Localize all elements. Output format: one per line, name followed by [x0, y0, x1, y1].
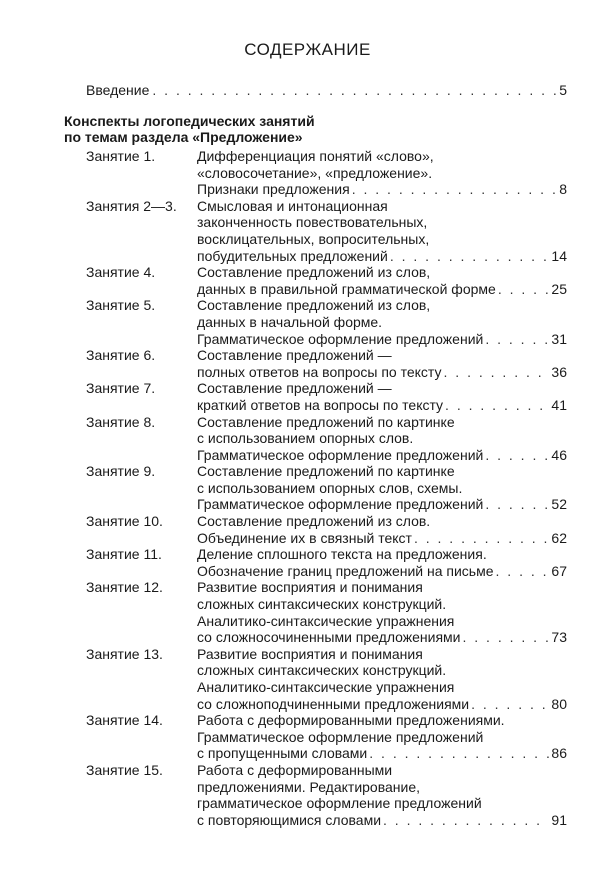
dot-leader	[390, 248, 550, 265]
dot-leader	[471, 696, 549, 713]
lesson-title-line: Составление предложений из слов,	[197, 297, 431, 314]
lesson-title-last-line	[197, 629, 567, 646]
section-heading	[64, 113, 315, 145]
lesson-label: Занятие 6.	[86, 347, 156, 364]
lesson-title-last-line	[197, 364, 567, 381]
lesson-title	[197, 198, 567, 264]
toc-page-number: 36	[551, 363, 567, 380]
lesson-title-last-line	[197, 281, 567, 298]
lesson-title-last-line	[197, 563, 567, 580]
toc-page-number: 86	[551, 745, 567, 762]
toc-entry-lesson[interactable]	[0, 297, 615, 347]
lesson-title-line: Составление предложений —	[197, 380, 392, 397]
lesson-title-line: Составление предложений из слов,	[197, 264, 431, 281]
lesson-title-line: побудительных предложений	[197, 247, 388, 264]
toc-page-number: 80	[551, 695, 567, 712]
lesson-title-line: Составление предложений из слов.	[197, 513, 431, 530]
dot-leader	[414, 530, 549, 547]
lesson-title-line: Развитие восприятия и понимания	[197, 645, 423, 662]
lesson-title-line: Составление предложений —	[197, 347, 392, 364]
toc-entry-lesson[interactable]	[0, 513, 615, 546]
lesson-title-line: Смысловая и интонационная	[197, 197, 388, 214]
lesson-title-line: Работа с деформированными	[197, 761, 393, 778]
toc-entry-lesson[interactable]	[0, 347, 615, 380]
lesson-title-line: с повторяющимися словами	[197, 811, 382, 828]
lesson-label: Занятия 2—3.	[86, 197, 177, 214]
lesson-title-line: предложениями. Редактирование,	[197, 778, 421, 795]
toc-entry-lesson[interactable]	[0, 463, 615, 513]
lesson-label: Занятие 5.	[86, 297, 156, 314]
lesson-title-line: Грамматическое оформление предложений	[197, 496, 484, 513]
lesson-title-line: Объединение их в связный текст	[197, 529, 412, 546]
lesson-title	[197, 297, 567, 347]
toc-page-number: 8	[559, 181, 567, 198]
toc-page-number: 31	[551, 330, 567, 347]
lesson-title	[197, 579, 567, 645]
lesson-title-line: Признаки предложения	[197, 181, 350, 198]
dot-leader	[445, 397, 549, 414]
toc-entry-lesson[interactable]	[0, 762, 615, 828]
toc-entry-label: Введение	[86, 82, 150, 98]
toc-entry-lesson[interactable]	[0, 579, 615, 645]
lesson-label: Занятие 4.	[86, 264, 156, 281]
toc-page-number: 46	[551, 446, 567, 463]
lesson-title-line: «словосочетание», «предложение».	[197, 164, 433, 181]
lesson-title-line: полных ответов на вопросы по тексту	[197, 363, 442, 380]
section-heading-line: по темам раздела «Предложение»	[64, 129, 303, 145]
lesson-label: Занятие 9.	[86, 463, 156, 480]
lesson-title-last-line	[197, 496, 567, 513]
toc-entry-lesson[interactable]	[0, 148, 615, 198]
lesson-title-line: Грамматическое оформление предложений	[197, 330, 484, 347]
lesson-title-line: сложных синтаксических конструкций.	[197, 596, 447, 613]
lesson-title-last-line	[197, 181, 567, 198]
lesson-label: Занятие 8.	[86, 413, 156, 430]
lesson-title-last-line	[197, 812, 567, 829]
toc-page-number: 73	[551, 629, 567, 646]
lesson-label: Занятие 1.	[86, 148, 156, 164]
dot-leader	[485, 331, 549, 348]
toc-entry-lesson[interactable]	[0, 646, 615, 712]
dot-leader	[463, 629, 550, 646]
lesson-title-line: со сложноподчиненными предложениями	[197, 695, 470, 712]
lesson-title-line: Работа с деформированными предложениями.	[197, 712, 505, 729]
lesson-title-line: Развитие восприятия и понимания	[197, 579, 423, 596]
toc-page-number: 41	[551, 396, 567, 413]
lesson-title	[197, 546, 567, 579]
lesson-title-last-line	[197, 745, 567, 762]
lesson-title-line: с пропущенными словами	[197, 745, 368, 762]
toc-page-number: 52	[551, 496, 567, 513]
lesson-title	[197, 646, 567, 712]
lesson-label: Занятие 10.	[86, 513, 163, 530]
toc-entry-lesson[interactable]	[0, 546, 615, 579]
lesson-title-last-line	[197, 447, 567, 464]
dot-leader	[369, 745, 549, 762]
lesson-title-line: Аналитико-синтаксические упражнения	[197, 612, 455, 629]
toc-entry-lesson[interactable]	[0, 414, 615, 464]
dot-leader	[352, 181, 558, 198]
lesson-title-last-line	[197, 331, 567, 348]
lesson-label: Занятие 7.	[86, 380, 156, 397]
lesson-title	[197, 347, 567, 380]
lesson-label: Занятие 13.	[86, 645, 163, 662]
toc-entry-lesson[interactable]	[0, 380, 615, 413]
toc-entry-lesson[interactable]	[0, 712, 615, 762]
lesson-title	[197, 712, 567, 762]
lesson-label: Занятие 12.	[86, 579, 163, 596]
toc-page-number: 25	[551, 280, 567, 297]
toc-page-number: 14	[551, 247, 567, 264]
lesson-label: Занятие 14.	[86, 712, 163, 729]
lesson-title	[197, 148, 567, 198]
lesson-title	[197, 513, 567, 546]
lesson-title-line: Грамматическое оформление предложений	[197, 728, 484, 745]
dot-leader	[485, 496, 549, 513]
lesson-title-line: с использованием опорных слов, схемы.	[197, 479, 463, 496]
lesson-title	[197, 380, 567, 413]
lesson-title-line: Составление предложений по картинке	[197, 463, 455, 480]
lesson-title-line: Аналитико-синтаксические упражнения	[197, 679, 455, 695]
lesson-title-line: Составление предложений по картинке	[197, 413, 455, 430]
lesson-title-line: Обозначение границ предложений на письме	[197, 562, 494, 579]
lesson-title	[197, 762, 567, 828]
lesson-label: Занятие 15.	[86, 761, 163, 778]
lesson-title-last-line	[197, 530, 567, 547]
section-heading-line: Конспекты логопедических занятий	[64, 113, 315, 129]
toc-page-number: 91	[551, 811, 567, 828]
toc-page-number: 67	[551, 562, 567, 579]
lesson-title-line: законченность повествовательных,	[197, 214, 428, 231]
lesson-title-line: восклицательных, вопросительных,	[197, 230, 430, 247]
lesson-list	[0, 148, 615, 828]
lesson-title-line: грамматическое оформление предложений	[197, 795, 482, 812]
lesson-title-line: Деление сплошного текста на предложения.	[197, 546, 487, 563]
toc-page-number: 62	[551, 529, 567, 546]
dot-leader	[496, 563, 550, 580]
lesson-title	[197, 463, 567, 513]
lesson-title-line: со сложносочиненными предложениями	[197, 629, 461, 646]
dot-leader	[383, 812, 549, 829]
dot-leader	[444, 364, 550, 381]
lesson-label: Занятие 11.	[86, 546, 162, 563]
toc-entry-introduction[interactable]	[86, 82, 567, 99]
toc-entry-lesson[interactable]	[0, 264, 615, 297]
lesson-title	[197, 414, 567, 464]
dot-leader	[498, 281, 550, 298]
lesson-title-last-line	[197, 696, 567, 713]
dot-leader	[485, 447, 549, 464]
lesson-title-line: с использованием опорных слов.	[197, 430, 414, 447]
lesson-title-line: краткий ответов на вопросы по тексту	[197, 396, 444, 413]
lesson-title-line: данных в правильной грамматической форме	[197, 280, 496, 297]
lesson-title-line: Грамматическое оформление предложений	[197, 446, 484, 463]
lesson-title	[197, 264, 567, 297]
lesson-title-last-line	[197, 397, 567, 414]
lesson-title-line: Дифференциация понятий «слово»,	[197, 148, 434, 164]
lesson-title-line: сложных синтаксических конструкций.	[197, 662, 447, 679]
page-title: СОДЕРЖАНИЕ	[244, 40, 371, 59]
lesson-title-line: данных в начальной форме.	[197, 313, 383, 330]
dot-leader	[152, 82, 556, 99]
lesson-title-last-line	[197, 248, 567, 265]
toc-entry-lesson[interactable]	[0, 198, 615, 264]
toc-page-number: 5	[559, 82, 567, 98]
